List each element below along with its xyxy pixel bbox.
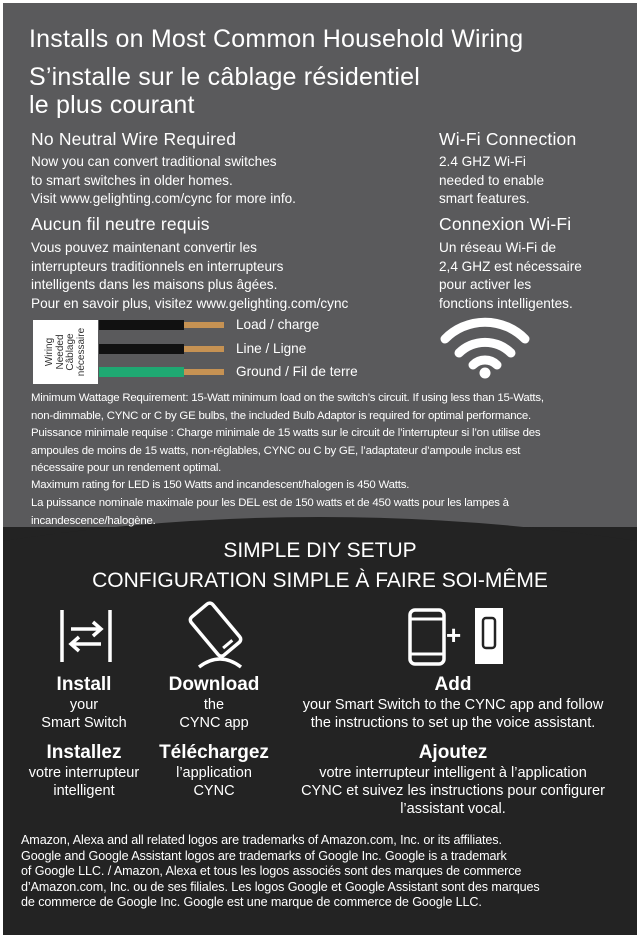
wire-load-label: Load / charge <box>236 317 320 332</box>
wattage-fr: Puissance minimale requise : Charge minimale de 15 watts sur le circuit de l’interrupteur si l’on utilise des ampoules de moins de 15 watts, non-réglables, CYNC ou C by GE, l’adaptateur d’ampoule inclus est nécessaire pour un rendement optimal. <box>31 427 541 475</box>
rating-fr: La puissance nominale maximale pour les DEL est de 150 watts et de 450 watts pour les lampes à incandescence/halogène. <box>31 497 509 527</box>
setup-title-fr: CONFIGURATION SIMPLE À FAIRE SOI-MÊME <box>92 569 548 592</box>
setup-title-en: SIMPLE DIY SETUP <box>223 539 417 562</box>
wire-ground-label: Ground / Fil de terre <box>236 364 358 379</box>
wifi-icon <box>439 313 531 379</box>
wiring-needed-label: Wiring Needed Câblage nécessaire <box>43 327 86 377</box>
smart-switch-icon <box>475 608 503 664</box>
step-add-title-fr: Ajoutez <box>418 742 488 763</box>
wire-line-label: Line / Ligne <box>236 341 307 356</box>
title-fr-2: le plus courant <box>29 91 195 119</box>
neutral-heading-fr: Aucun fil neutre requis <box>31 214 210 234</box>
switch-arrows-icon <box>58 608 114 664</box>
plus-symbol: + <box>446 620 462 650</box>
neutral-heading-en: No Neutral Wire Required <box>31 129 237 149</box>
step-download-title: Download <box>168 674 260 695</box>
step-download-title-fr: Téléchargez <box>159 742 269 763</box>
step-install-text-fr: votre interrupteur intelligent <box>28 765 140 799</box>
legal-text: Amazon, Alexa and all related logos are trademarks of Amazon.com, Inc. or its affiliates. Google and Google Assistant logos are trademarks of Google Inc. Google is a trademark of Google LLC. / Amazon, Alexa et tous les logos associés sont des marques de commerce d’Amazon.com, Inc. ou de ses filiales. Les logos Google et Google Assistant sont des marques de commerce de Google Inc. Google est une marque de commerce de Google LLC. <box>21 833 540 910</box>
wifi-body-en: 2.4 GHZ Wi-Fi needed to enable smart features. <box>439 154 545 207</box>
package-panel <box>3 3 637 935</box>
phone-download-icon <box>185 607 255 671</box>
step-download-text: the CYNC app <box>179 697 249 731</box>
wattage-en: Minimum Wattage Requirement: 15-Watt minimum load on the switch’s circuit. If using less than 15-Watts, non-dimmable, CYNC or C by GE bulbs, the included Bulb Adaptor is required for optimal performance. <box>31 392 544 422</box>
title-en: Installs on Most Common Household Wiring <box>29 25 524 53</box>
neutral-body-fr: Vous pouvez maintenant convertir les interrupteurs traditionnels en interrupteurs intelligents dans les maisons plus âgées. Pour en savoir plus, visitez www.gelighting.com/cync <box>31 240 349 311</box>
step-install-title-fr: Installez <box>46 742 122 763</box>
rating-en: Maximum rating for LED is 150 Watts and incandescent/halogen is 450 Watts. <box>31 479 410 491</box>
wiring-needed-box <box>33 320 98 384</box>
phone-icon <box>408 608 446 666</box>
wifi-body-fr: Un réseau Wi-Fi de 2,4 GHZ est nécessaire pour activer les fonctions intelligentes. <box>439 240 582 311</box>
step-install-text: your Smart Switch <box>41 697 127 731</box>
step-add-text-fr: votre interrupteur intelligent à l’application CYNC et suivez les instructions pour configurer l’assistant vocal. <box>301 765 605 817</box>
wire-load <box>99 320 224 330</box>
wire-line <box>99 344 224 354</box>
wifi-heading-fr: Connexion Wi-Fi <box>439 214 572 234</box>
title-fr-1: S’installe sur le câblage résidentiel <box>29 63 420 91</box>
step-add-title: Add <box>434 674 472 695</box>
step-add-text: your Smart Switch to the CYNC app and follow the instructions to set up the voice assistant. <box>302 697 604 731</box>
wifi-heading-en: Wi-Fi Connection <box>439 129 577 149</box>
wire-ground <box>99 367 224 377</box>
step-download-text-fr: l’application CYNC <box>176 765 252 799</box>
step-install-title: Install <box>56 674 112 695</box>
neutral-body-en: Now you can convert traditional switches to smart switches in older homes. Visit www.gelighting.com/cync for more info. <box>31 154 296 207</box>
